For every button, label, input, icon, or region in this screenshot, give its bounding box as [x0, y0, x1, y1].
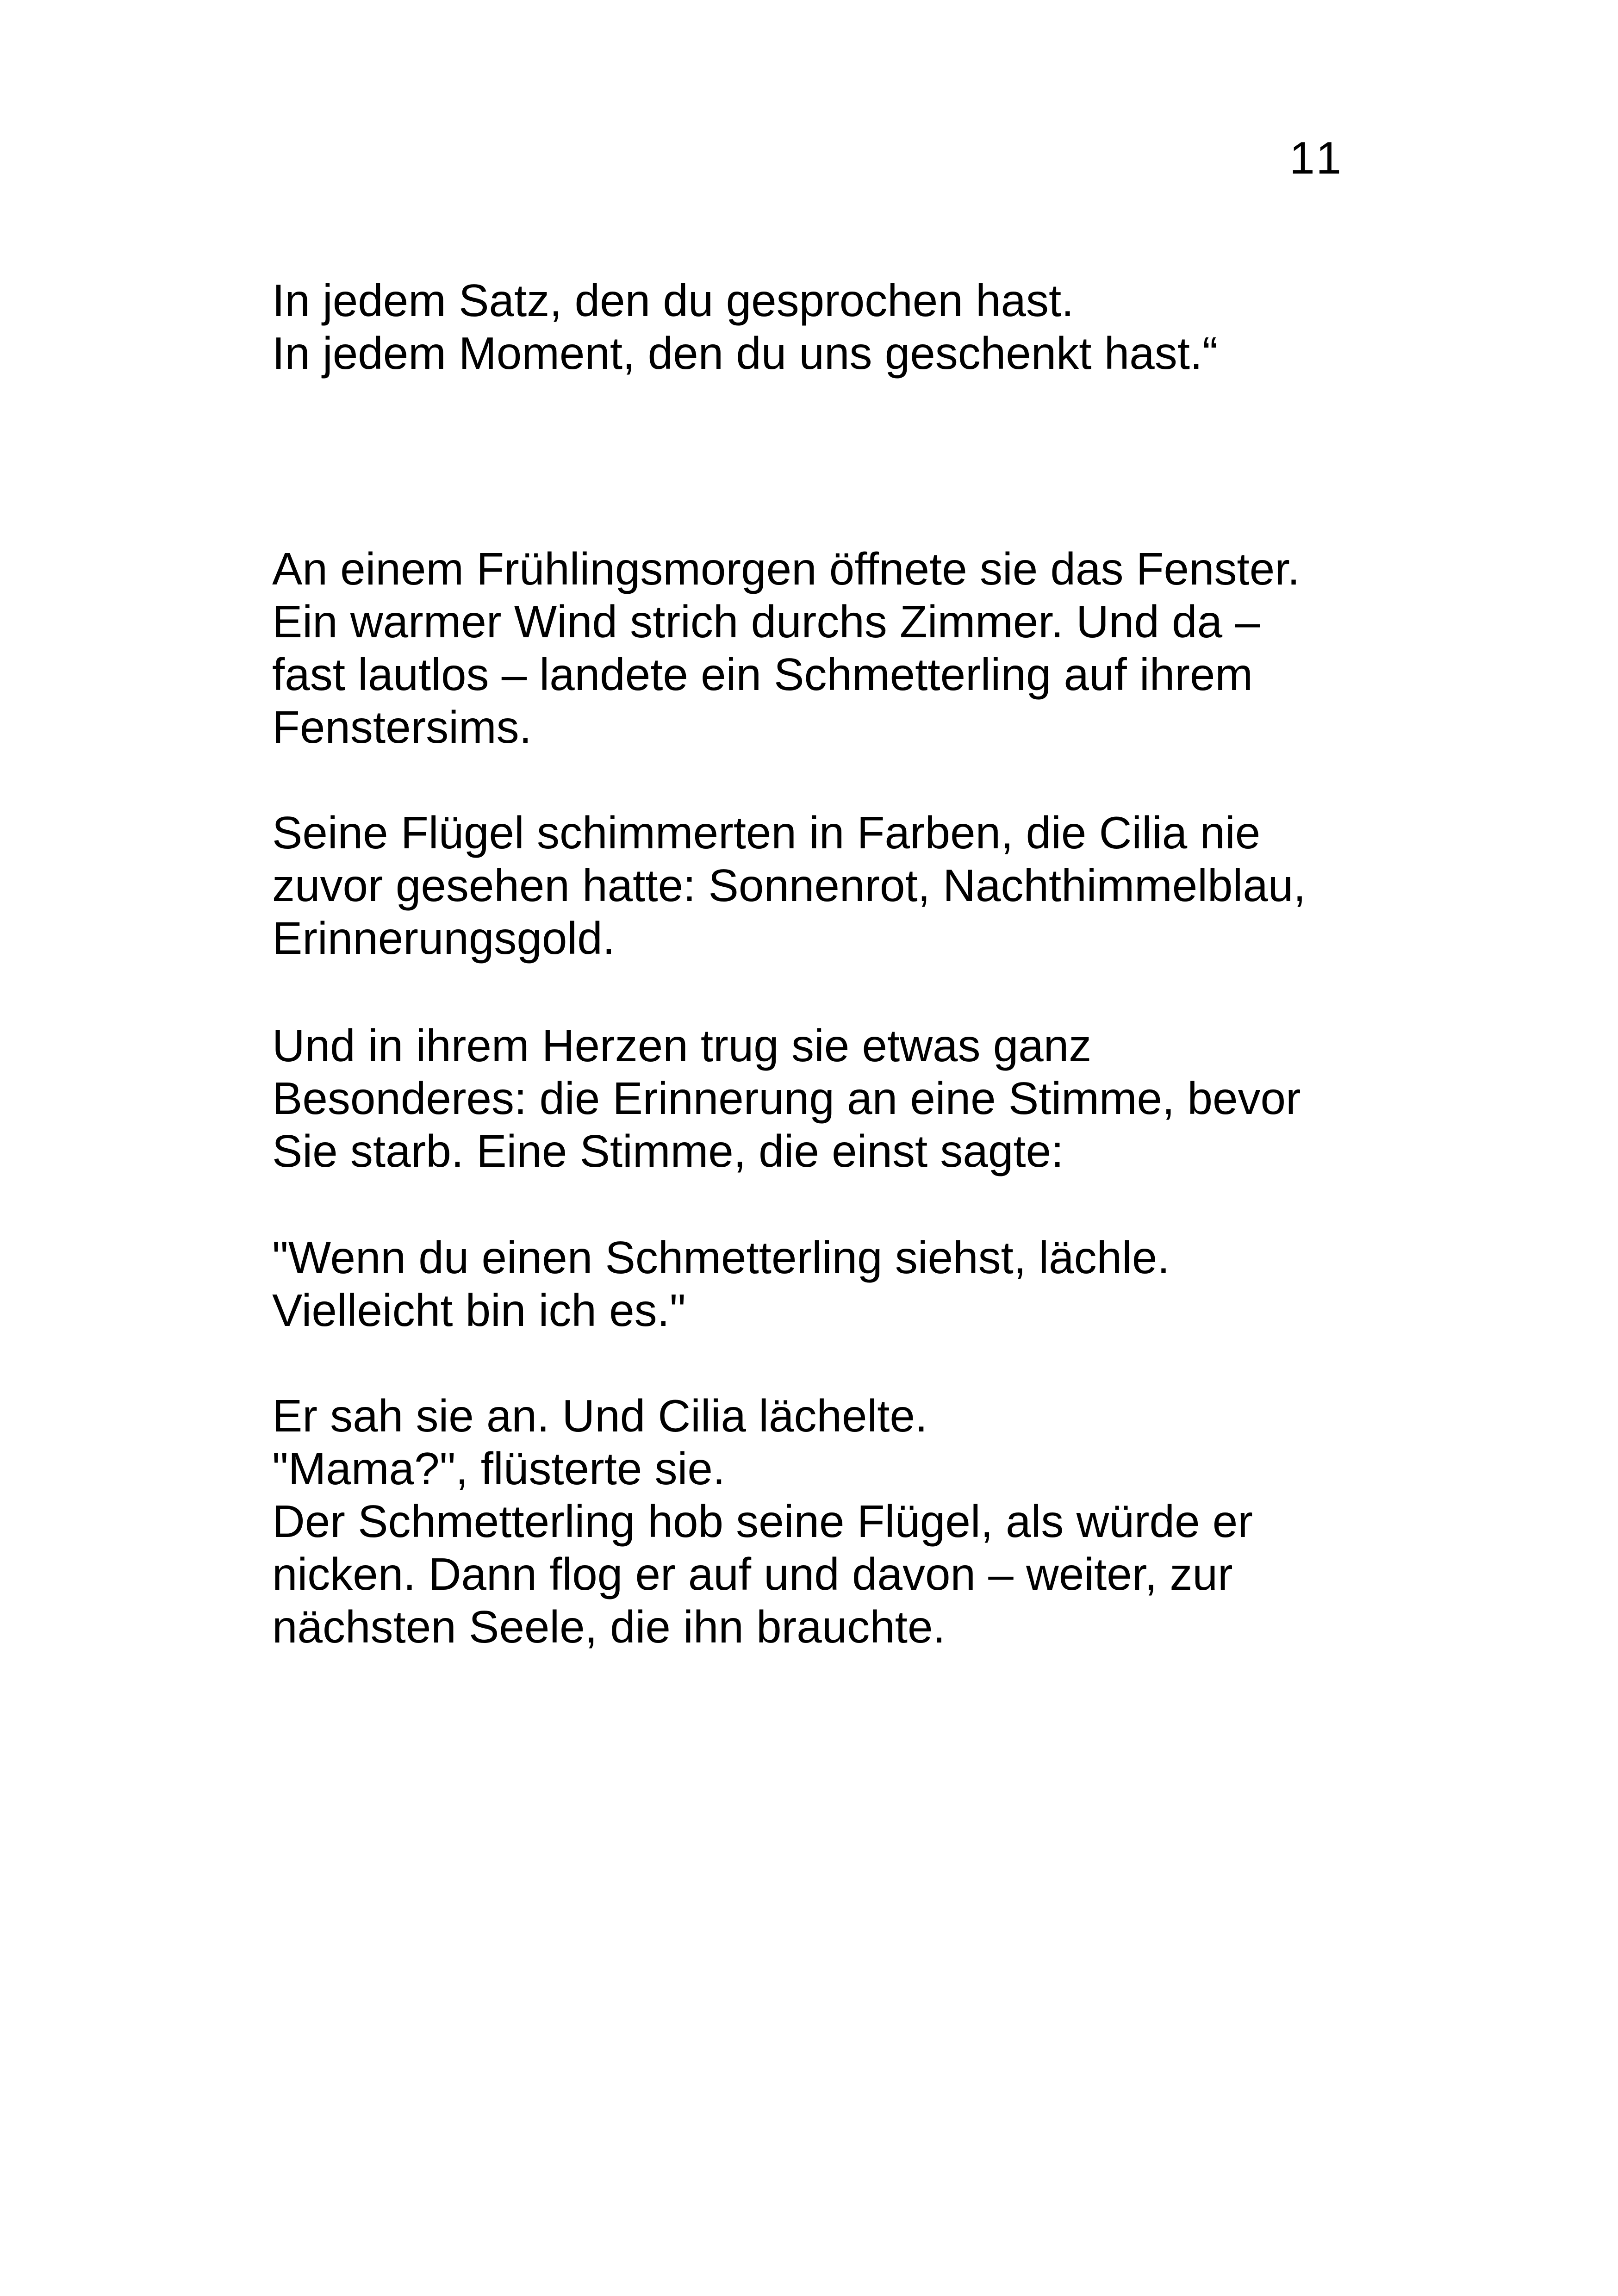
text-line: An einem Frühlingsmorgen öffnete sie das Fenster. [272, 543, 1300, 594]
text-line: Er sah sie an. Und Cilia lächelte. [272, 1390, 928, 1441]
text-line: Besonderes: die Erinnerung an eine Stimme, bevor [272, 1073, 1301, 1124]
text-line: nicken. Dann flog er auf und davon – weiter, zur [272, 1549, 1233, 1599]
text-line: Fenstersims. [272, 702, 532, 753]
text-line: Sie starb. Eine Stimme, die einst sagte: [272, 1126, 1064, 1176]
text-line: Ein warmer Wind strich durchs Zimmer. Und da – [272, 596, 1260, 647]
text-line: "Wenn du einen Schmetterling siehst, lächle. [272, 1232, 1170, 1283]
wings-paragraph [272, 806, 1383, 964]
text-line: In jedem Moment, den du uns geschenkt hast.“ [272, 328, 1218, 379]
text-line: Der Schmetterling hob seine Flügel, als würde er [272, 1496, 1253, 1547]
text-line: zuvor gesehen hatte: Sonnenrot, Nachthimmelblau, [272, 860, 1306, 911]
text-line: Vielleicht bin ich es." [272, 1285, 686, 1336]
quote-ending-paragraph [272, 274, 1383, 380]
text-line: Seine Flügel schimmerten in Farben, die Cilia nie [272, 807, 1261, 858]
memory-paragraph [272, 1019, 1383, 1177]
ending-paragraph [272, 1389, 1383, 1653]
text-line: "Mama?", flüsterte sie. [272, 1443, 726, 1494]
text-line: Erinnerungsgold. [272, 913, 615, 964]
page-number: 11 [1289, 132, 1346, 183]
text-line: fast lautlos – landete ein Schmetterling auf ihrem [272, 649, 1253, 700]
text-line: In jedem Satz, den du gesprochen hast. [272, 275, 1074, 326]
butterfly-quote-paragraph [272, 1231, 1383, 1337]
text-line: Und in ihrem Herzen trug sie etwas ganz [272, 1020, 1092, 1071]
text-line: nächsten Seele, die ihn brauchte. [272, 1601, 946, 1652]
spring-morning-paragraph [272, 542, 1383, 753]
